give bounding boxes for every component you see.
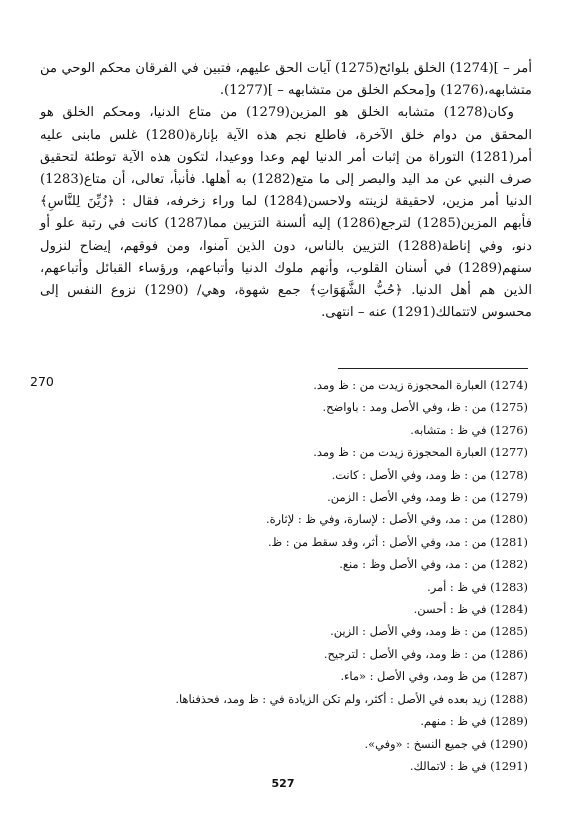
footnote: (1281) من : مد، وفي الأصل : أثر، وقد سقط من : ظ.	[267, 534, 528, 549]
footnote: (1286) من : ظ ومد، وفي الأصل : لترجيح.	[323, 646, 528, 661]
footnote: (1277) العبارة المحجوزة زيدت من : ظ ومد.	[313, 445, 528, 460]
footnote: (1289) في ظ : منهم.	[420, 714, 528, 729]
footnotes	[58, 374, 528, 777]
margin-page-number: 270	[30, 374, 54, 389]
footnote: (1291) في ظ : لاتمالك.	[409, 758, 528, 773]
footnote: (1283) في ظ : أمر.	[427, 579, 528, 594]
footnote: (1288) زيد بعده في الأصل : أكثر، ولم تكن الزيادة في : ظ ومد، فحذفناها.	[175, 691, 528, 706]
footnote: (1276) في ظ : متشابه.	[410, 422, 528, 437]
footnote: (1278) من : ظ ومد، وفي الأصل : كانت.	[331, 467, 528, 482]
footnote: (1275) من : ظ، وفي الأصل ومد : باواضح.	[322, 400, 528, 415]
page-number: 527	[271, 777, 295, 790]
footnote: (1279) من : ظ ومد، وفي الأصل : الزمن.	[327, 490, 528, 505]
paragraph-1: أمر – ](1274) الخلق بلوائح(1275) آيات الحق عليهم، فتبين في الفرقان محكم الوحي من متشابهه،(1276) و[محكم الخلق من متشابهه – ](1277).	[40, 61, 533, 99]
footnote: (1280) من : مد، وفي الأصل : لإسارة، وفي ظ : لإثارة.	[265, 512, 528, 527]
footnote: (1284) في ظ : أحسن.	[413, 602, 528, 617]
footnote-separator	[338, 368, 528, 369]
main-text	[40, 58, 532, 324]
footnote: (1287) من ظ ومد، وفي الأصل : «ماء.	[340, 669, 528, 684]
footnote: (1290) في جميع النسخ : «وفي».	[364, 736, 528, 751]
footnote: (1274) العبارة المحجوزة زيدت من : ظ ومد.	[313, 378, 528, 392]
footnote: (1285) من : ظ ومد، وفي الأصل : الزين.	[330, 624, 528, 639]
footnote: (1282) من : مد، وفي الأصل وظ : منع.	[339, 557, 528, 572]
paragraph-2: وكان(1278) متشابه الخلق هو المزين(1279) من متاع الدنيا، ومحكم الخلق هو المحقق من دوام خلق الآخرة، فاطلع نجم هذه الآية بإنارة(1280) غلس مابنى عليه أمر(1281) التوراة من إثبات أمر الدنيا لهم وعدا ووعيدا، لتكون هذه الآية توطئة لتحقيق صرف النبي عن مد اليد والبصر إلى ما متع(1282) به أهلها. فأنبأ، تعالى، أن متاع(1283) الدنيا أمر مزين، لاحقيقة لزينته ولاحسن(1284) لما وراء زخرفه، فقال : ﴿زُيِّنَ لِلنَّاسِ﴾ فأبهم المزين(1285) لترجع(1286) إليه ألسنة التزيين مما(1287) كانت في رتبة علو أو دنو، وفي إناطة(1288) التزيين بالناس، دون الذين آمنوا، ومن فوقهم، إيضاح لنزول سنهم(1289) في أسنان القلوب، وأنهم ملوك الدنيا وأتباعهم، ورؤساء القبائل وأتباعهم، الذين هم أهل الدنيا. ﴿حُبُّ الشَّهَوَاتِ﴾ جمع شهوة، وهي/ (1290) نزوع النفس إلى محسوس لاتتمالك(1291) عنه – انتهى.	[40, 105, 533, 321]
